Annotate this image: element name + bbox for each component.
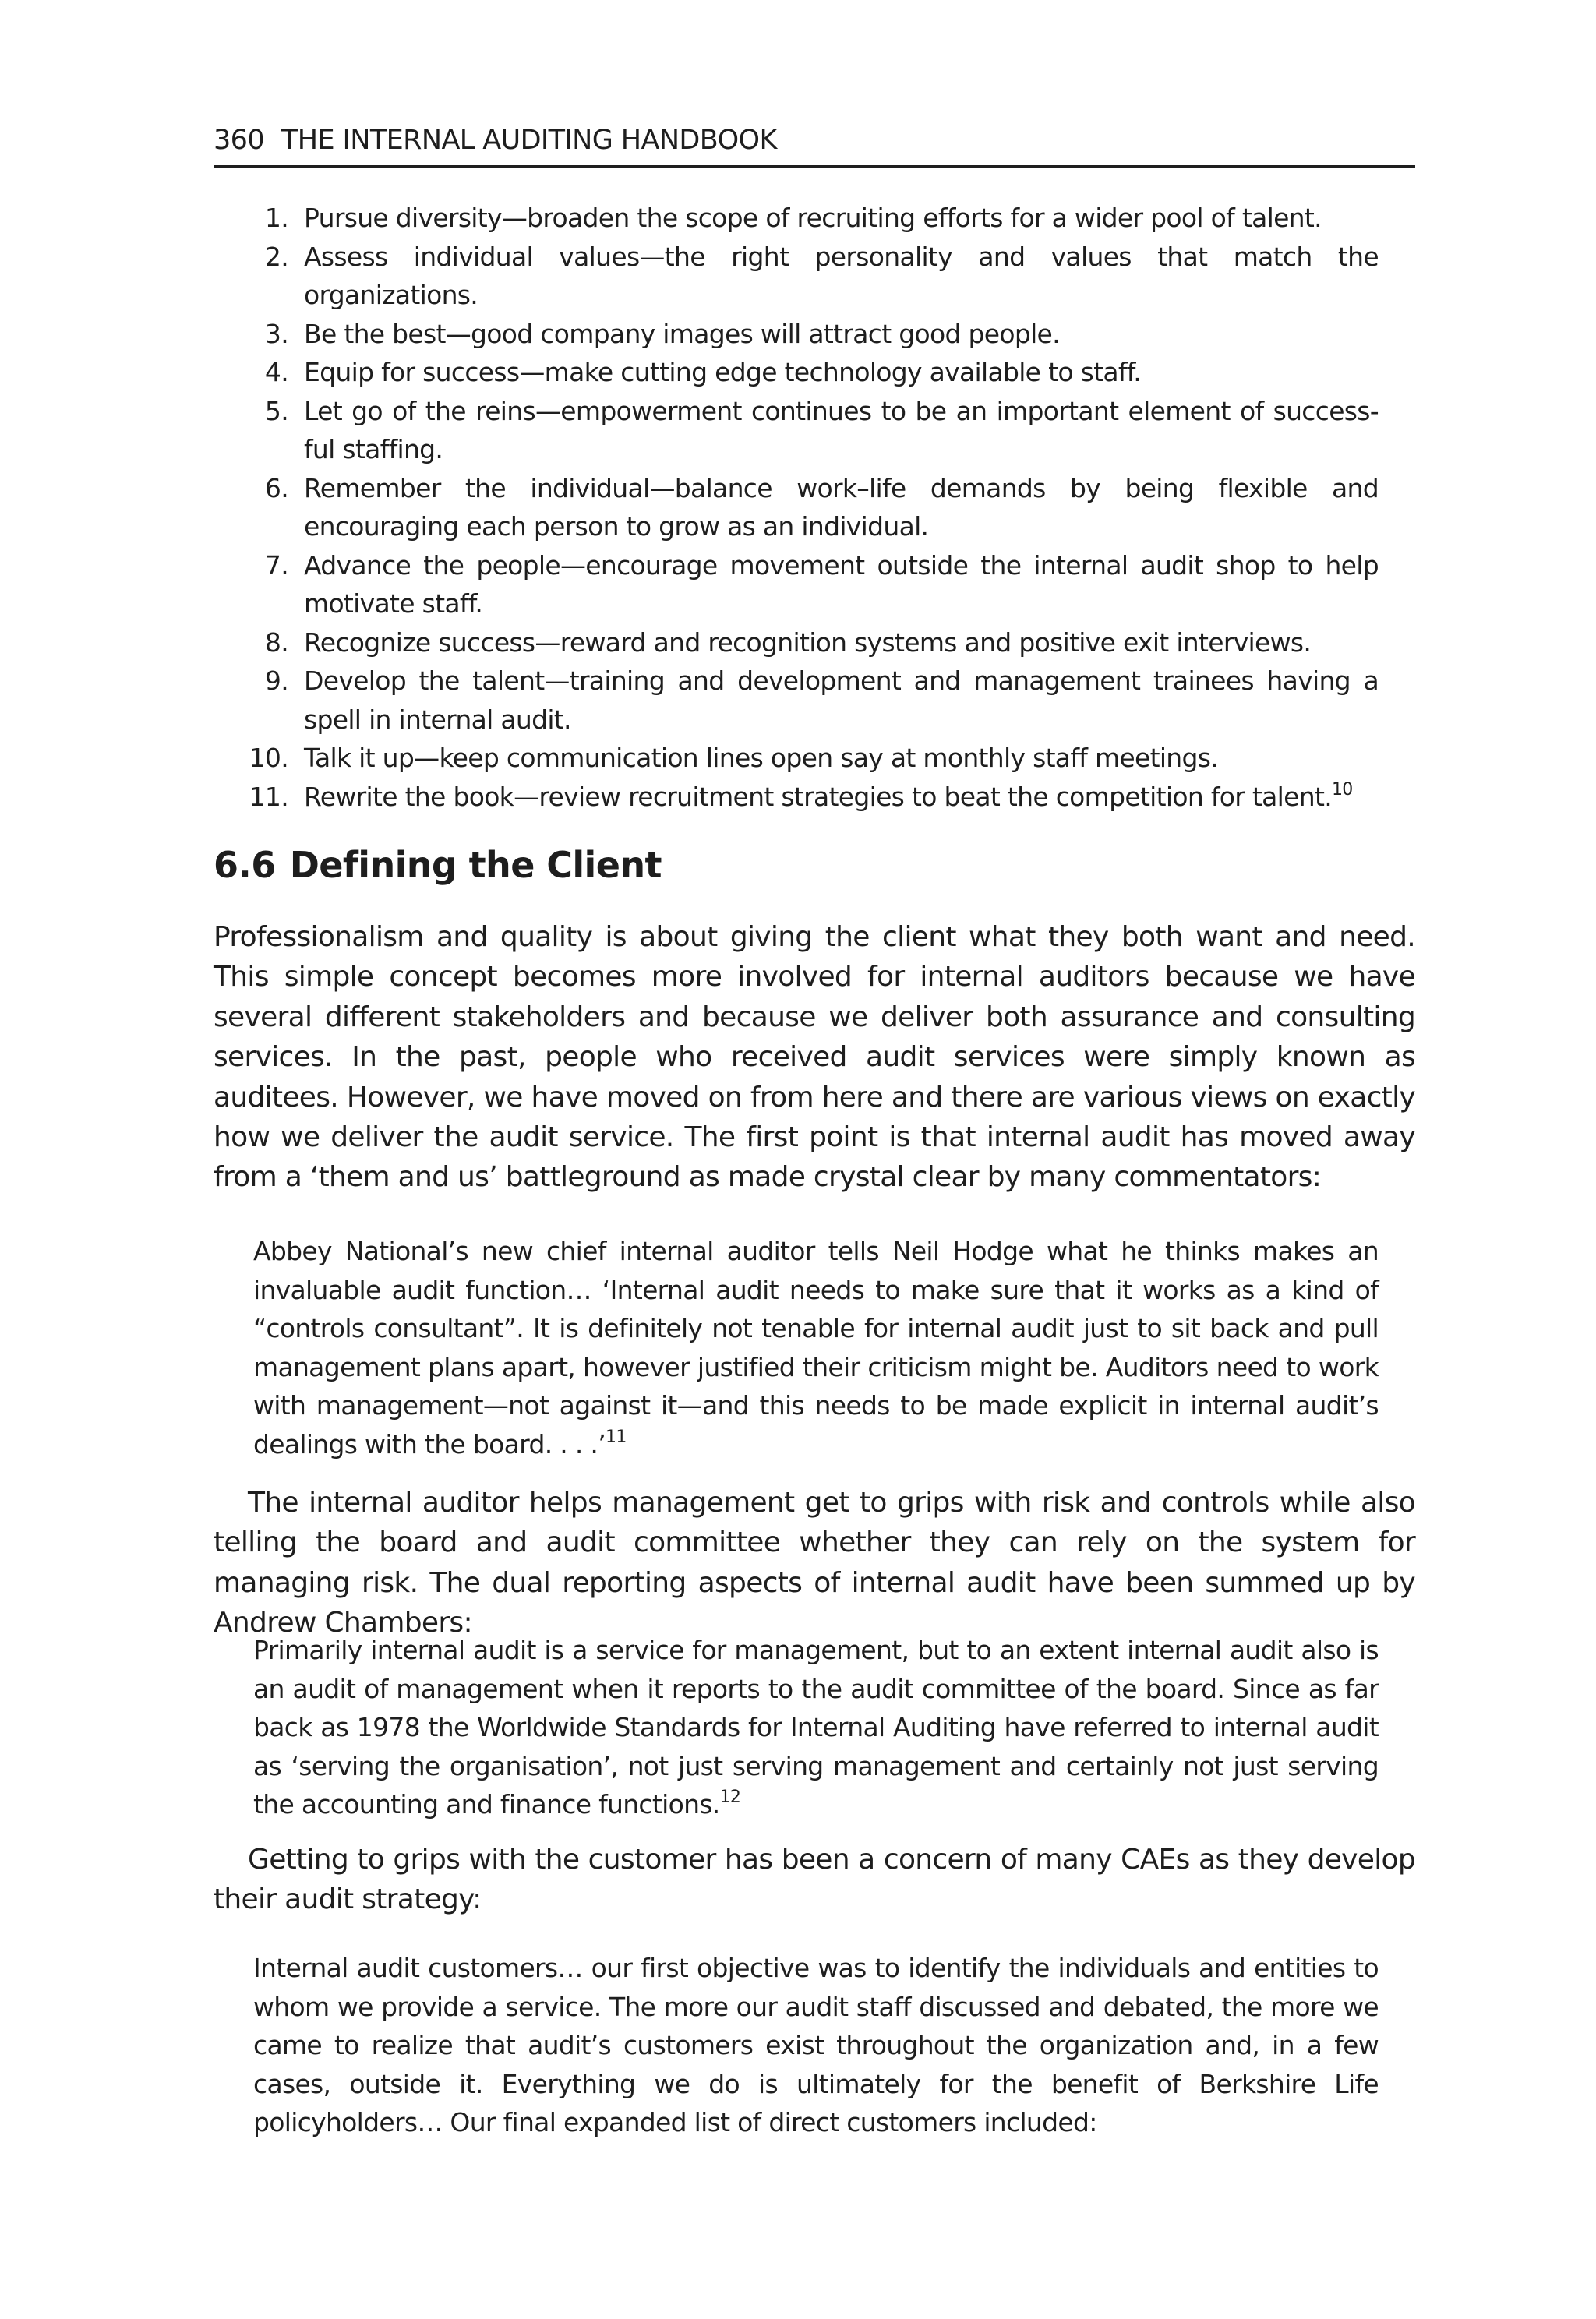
list-item [214, 778, 1379, 817]
quote-text: Internal audit customers… our first objective was to identify the individuals and entities to whom we provide a service. The more our audit staff discussed and debated, the more we came to realize that audit’s customers exist throughout the organization and, in a few cases, outside it. Everything we do is ultimately for the benefit of Berkshire Life policyholders… Our final expanded list of direct customers included: [253, 1953, 1379, 2137]
list-item [214, 353, 1379, 392]
section-title: Defining the Client [289, 844, 662, 886]
list-number: 3. [264, 318, 288, 349]
list-item [214, 662, 1379, 739]
numbered-list [214, 199, 1379, 816]
footnote-ref: 10 [1332, 779, 1353, 799]
body-paragraph: Professionalism and quality is about giving the client what they both want and need. This simple concept becomes more involved for internal auditors because we have several different stakeholders and because we deliver both assurance and consulting services. In the past, people who received audit services were simply known as auditees. However, we have moved on from here and there are various views on exactly how we deliver the audit service. The first point is that internal audit has moved away from a ‘them and us’ battleground as made crystal clear by many commentators: [214, 921, 1415, 1194]
list-number: 7. [264, 549, 288, 581]
section-number: 6.6 [214, 844, 276, 886]
list-item [214, 315, 1379, 354]
list-number: 10. [249, 743, 288, 773]
list-text: Advance the people—encourage movement outside the internal audit shop to help motivate staff. [304, 549, 1379, 619]
list-text: Talk it up—keep communication lines open say at monthly staff meetings. [304, 743, 1219, 773]
book-title: THE INTERNAL AUDITING HANDBOOK [281, 125, 777, 156]
list-item [214, 623, 1379, 662]
list-item [214, 469, 1379, 546]
list-item [214, 546, 1379, 623]
list-text: Let go of the reins—empowerment continues to be an important element of success-ful staffing. [304, 395, 1379, 464]
list-item [214, 392, 1379, 469]
section-heading [214, 838, 1415, 892]
list-item [214, 739, 1379, 778]
list-number: 8. [264, 627, 288, 658]
body-paragraph: The internal auditor helps management get to grips with risk and controls while also telling the board and audit committee whether they can rely on the system for managing risk. The dual reporting aspects of internal audit have been summed up by Andrew Chambers: [214, 1487, 1415, 1640]
quote-text: Abbey National’s new chief internal auditor tells Neil Hodge what he thinks makes an invaluable audit function… ‘Internal audit needs to make sure that it works as a kind of “controls consultant”. It is definitely not tenable for internal audit just to sit back and pull management plans apart, however justified their criticism might be. Auditors need to work with management—not against it—and this needs to be made explicit in internal audit’s dealings with the board. . . .’ [253, 1236, 1379, 1460]
list-number: 4. [264, 357, 288, 387]
list-number: 5. [264, 395, 288, 426]
quote-text: Primarily internal audit is a service for management, but to an extent internal audit also is an audit of management when it reports to the audit committee of the board. Since as far back as 1978 the Worldwide Standards for Internal Auditing have referred to internal audit as ‘serving the organisation’, not just serving management and certainly not just serving the accounting and finance functions. [253, 1635, 1379, 1820]
list-item [214, 199, 1379, 238]
footnote-ref: 12 [719, 1788, 741, 1807]
list-number: 9. [264, 665, 288, 696]
list-number: 1. [264, 203, 288, 233]
running-head [214, 117, 1415, 168]
footnote-ref: 11 [606, 1427, 627, 1447]
list-text: Assess individual values—the right personality and values that match the organizations. [304, 241, 1379, 310]
list-number: 11. [249, 781, 288, 812]
list-text: Equip for success—make cutting edge technology available to staff. [304, 357, 1142, 387]
body-paragraph: Getting to grips with the customer has been a concern of many CAEs as they develop their audit strategy: [214, 1844, 1415, 1916]
list-item [214, 238, 1379, 315]
list-number: 6. [264, 472, 288, 503]
list-text: Remember the individual—balance work–life demands by being flexible and encouraging each person to grow as an individual. [304, 472, 1379, 542]
page-number: 360 [214, 125, 265, 156]
list-text: Pursue diversity—broaden the scope of recruiting efforts for a wider pool of talent. [304, 203, 1322, 233]
list-text: Develop the talent—training and development and management trainees having a spell in internal audit. [304, 665, 1379, 735]
block-quote [253, 1949, 1379, 2142]
list-text: Rewrite the book—review recruitment strategies to beat the competition for talent. [304, 781, 1332, 812]
list-text: Recognize success—reward and recognition systems and positive exit interviews. [304, 627, 1312, 658]
block-quote [253, 1631, 1379, 1824]
list-text: Be the best—good company images will attract good people. [304, 318, 1060, 349]
block-quote [253, 1232, 1379, 1463]
list-number: 2. [264, 241, 288, 272]
